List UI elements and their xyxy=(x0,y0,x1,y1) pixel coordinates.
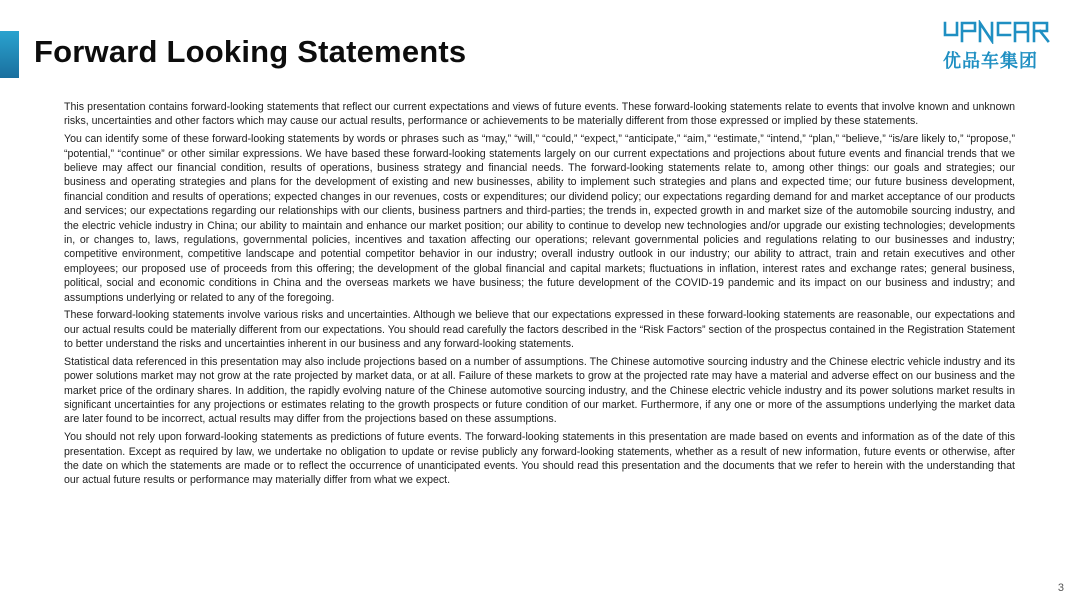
slide-title: Forward Looking Statements xyxy=(34,34,467,69)
paragraph-statistical-data: Statistical data referenced in this presentation may also include projections based on a number of assumptions. The Chinese automotive sourcing industry and the Chinese electric vehicle industry and its power solutions market may not grow at the rate projected by market data, or at all. Failure of these markets to grow at the projected rate may have a material and adverse effect on our business and the market price of the ordinary shares. In addition, the rapidly evolving nature of the Chinese automotive sourcing industry, and the Chinese electric vehicle industry and its power solutions market results in significant uncertainties for any projections or estimates relating to the growth prospects or future condition of our market. Furthermore, if any one or more of the assumptions underlying the market data are later found to be incorrect, actual results may differ from the projections based on these assumptions. xyxy=(64,355,1015,426)
paragraph-identifiers: You can identify some of these forward-looking statements by words or phrases such as “may,” “will,” “could,” “expect,” “anticipate,” “aim,” “estimate,” “intend,” “plan,” “believe,” “is/are likely to,” “propose,” “potential,” “continue” or other similar expressions. We have based these forward-looking statements largely on our current expectations and projections about future events and financial trends that we believe may affect our financial condition, results of operations, business strategy and financial needs. The forward-looking statements relate to, among other things: our goals and strategies; our business and operating strategies and plans for the development of existing and new businesses, ability to implement such strategies and plans and expected time; our future business development, financial condition and results of operations; expected changes in our revenues, costs or expenditures; our dividend policy; our expectations regarding demand for and market acceptance of our products and services; our expectations regarding our relationships with our clients, business partners and third-parties; the trends in, expected growth in and market size of the automobile sourcing industry, and the electric vehicle industry in China; our ability to maintain and enhance our market position; our ability to continue to develop new technologies and/or upgrade our existing technologies; developments in, or changes to, laws, regulations, governmental policies, incentives and taxation affecting our operations; relevant governmental policies and regulations relating to our businesses and industry; competitive environment, competitive landscape and potential competitor behavior in our industry; overall industry outlook in our industry; our ability to attract, train and retain executives and other employees; our proposed use of proceeds from this offering; the development of the global financial and capital markets; fluctuations in inflation, interest rates and exchange rates; general business, political, social and economic conditions in China and the overseas markets we have business; the future development of the COVID-19 pandemic and its impact on our business and industry; and assumptions underlying or related to any of the foregoing. xyxy=(64,133,1015,304)
paragraph-risks: These forward-looking statements involve various risks and uncertainties. Although we believe that our expectations expressed in these forward-looking statements are reasonable, our expectations and our actual results could be materially different from our expectations. You should read carefully the factors described in the “Risk Factors” section of the prospectus contained in the Registration Statement to better understand the risks and uncertainties inherent in our business and any forward-looking statements. xyxy=(64,309,1015,351)
logo-wordmark xyxy=(942,20,1060,44)
title-accent-bar xyxy=(0,31,19,78)
paragraph-intro: This presentation contains forward-looking statements that reflect our current expectations and views of future events. These forward-looking statements relate to events that involve known and unknown risks, uncertainties and other factors which may cause our actual results, performance or achievements to be materially different from those expressed or implied by these statements. xyxy=(64,101,1015,128)
logo-chinese-name: 优品车集团 xyxy=(943,51,1038,72)
disclaimer-body xyxy=(64,100,1015,491)
paragraph-reliance: You should not rely upon forward-looking statements as predictions of future events. The forward-looking statements in this presentation are made based on events and information as of the date of this presentation. Except as required by law, we undertake no obligation to update or revise publicly any forward-looking statements, whether as a result of new information, future events or otherwise, after the date on which the statements are made or to reflect the occurrence of unanticipated events. You should read this presentation and the documents that we refer to herein with the understanding that our actual future results or performance may materially differ from what we expect. xyxy=(64,431,1015,487)
company-logo xyxy=(942,20,1060,70)
page-number: 3 xyxy=(1057,582,1064,594)
